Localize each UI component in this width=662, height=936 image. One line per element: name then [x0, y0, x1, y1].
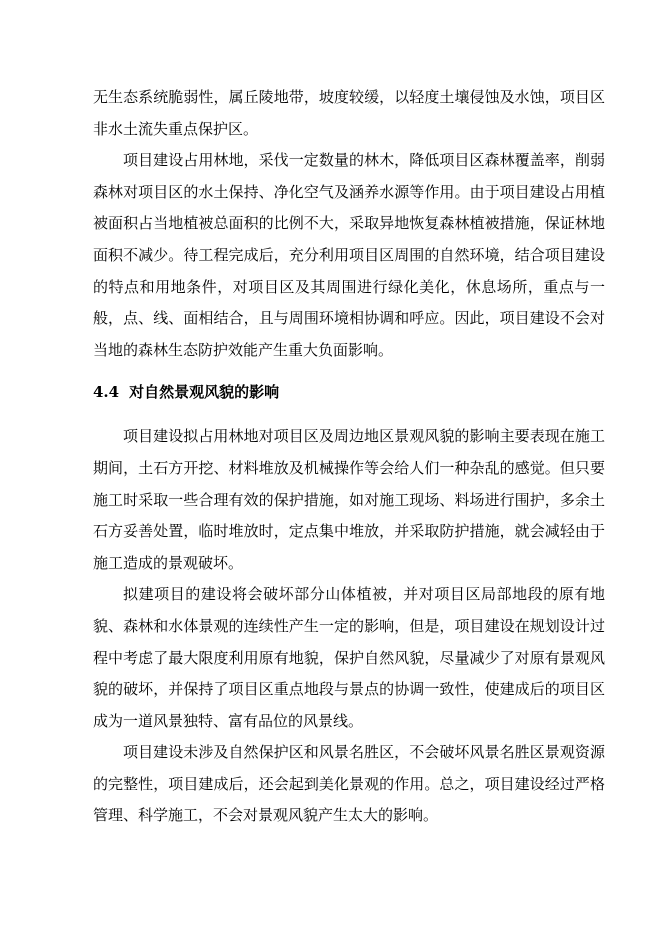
paragraph-forest-impact: 项目建设占用林地，采伐一定数量的林木，降低项目区森林覆盖率，削弱森林对项目区的水土保持、净化空气及涵养水源等作用。由于项目建设占用植被面积占当地植被总面积的比例不大，采取异地恢复森林植被措施，保证林地面积不减少。待工程完成后，充分利用项目区周围的自然环境，结合项目建设的特点和用地条件，对项目区及其周围进行绿化美化，休息场所，重点与一般，点、线、面相结合，且与周围环境相协调和呼应。因此，项目建设不会对当地的森林生态防护效能产生重大负面影响。 — [93, 151, 605, 359]
paragraph-landscape-continuity: 拟建项目的建设将会破坏部分山体植被，并对项目区局部地段的原有地貌、森林和水体景观的连续性产生一定的影响，但是，项目建设在规划设计过程中考虑了最大限度利用原有地貌，保护自然风貌，尽量减少了对原有景观风貌的破坏，并保持了项目区重点地段与景点的协调一致性，使建成后的项目区成为一道风景独特、富有品位的风景线。 — [93, 585, 605, 730]
section-heading — [93, 380, 605, 404]
paragraph-soil-erosion: 无生态系统脆弱性，属丘陵地带，坡度较缓，以轻度土壤侵蚀及水蚀，项目区非水土流失重点保护区。 — [93, 88, 605, 138]
paragraph-conclusion: 项目建设未涉及自然保护区和风景名胜区，不会破坏风景名胜区景观资源的完整性，项目建成后，还会起到美化景观的作用。总之，项目建设经过严格管理、科学施工，不会对景观风貌产生太大的影响。 — [93, 743, 605, 825]
section-title: 对自然景观风貌的影响 — [129, 383, 280, 402]
section-number: 4.4 — [93, 383, 120, 402]
document-page — [93, 82, 605, 832]
paragraph-construction-impact: 项目建设拟占用林地对项目区及周边地区景观风貌的影响主要表现在施工期间，土石方开挖、材料堆放及机械操作等会给人们一种杂乱的感觉。但只要施工时采取一些合理有效的保护措施，如对施工现场、料场进行围护，多余土石方妥善处置，临时堆放时，定点集中堆放，并采取防护措施，就会减轻由于施工造成的景观破坏。 — [93, 427, 605, 572]
